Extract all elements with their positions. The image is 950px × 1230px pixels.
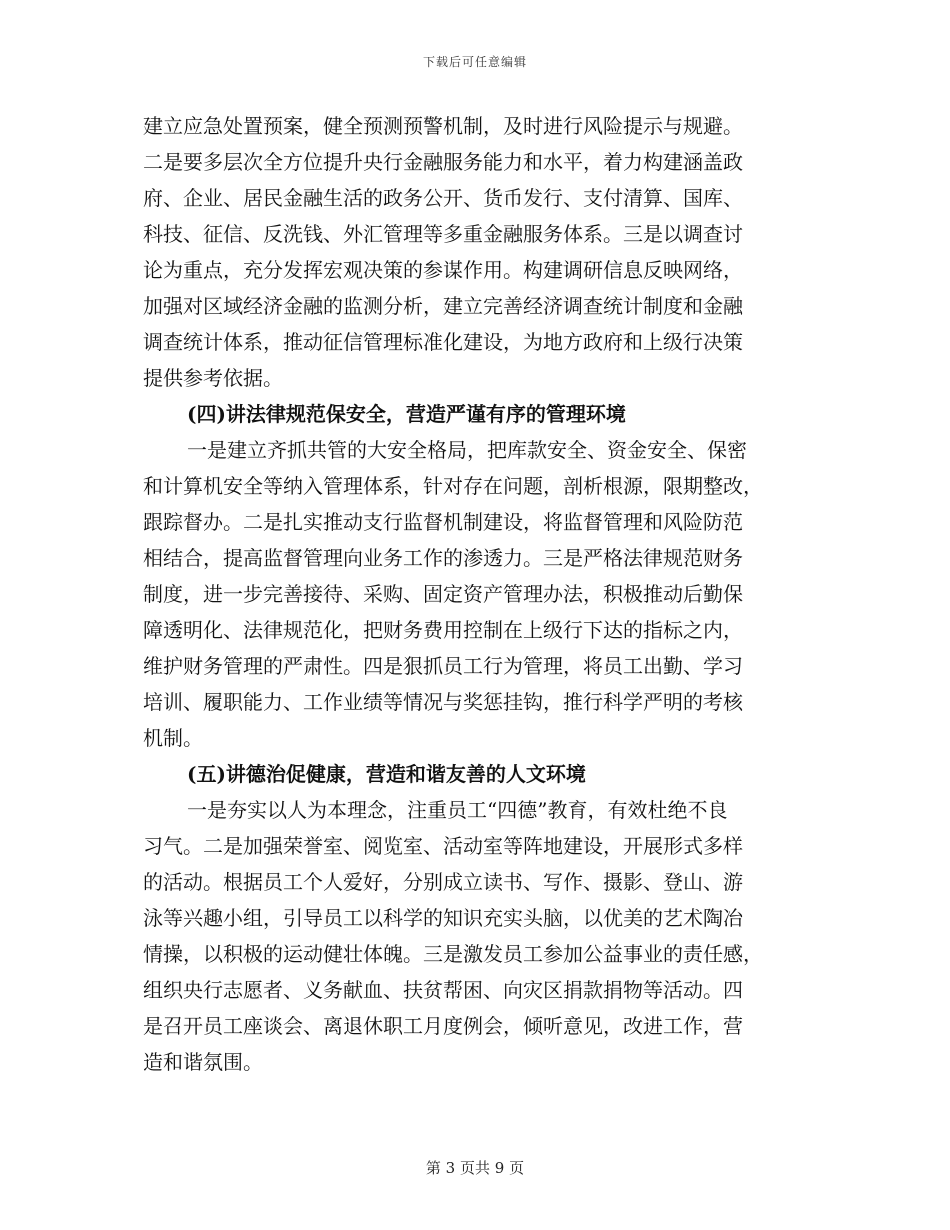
paragraph-line: 府、企业、居民金融生活的政务公开、货币发行、支付清算、国库、 — [143, 186, 743, 210]
paragraph-line: 造和谐氛围。 — [143, 1050, 263, 1074]
paragraph-line: 加强对区域经济金融的监测分析，建立完善经济调查统计制度和金融 — [143, 294, 743, 318]
paragraph-line: 建立应急处置预案，健全预测预警机制，及时进行风险提示与规避。 — [143, 114, 743, 138]
paragraph-line: 组织央行志愿者、义务献血、扶贫帮困、向灾区捐款捐物等活动。四 — [143, 978, 743, 1002]
paragraph-line: 泳等兴趣小组，引导员工以科学的知识充实头脑，以优美的艺术陶冶 — [143, 906, 743, 930]
page-number-footer: 第 3 页共 9 页 — [425, 1159, 525, 1177]
paragraph-line: 培训、履职能力、工作业绩等情况与奖惩挂钩，推行科学严明的考核 — [143, 690, 743, 714]
paragraph-line: 的活动。根据员工个人爱好，分别成立读书、写作、摄影、登山、游 — [143, 870, 743, 894]
paragraph-line: 障透明化、法律规范化，把财务费用控制在上级行下达的指标之内， — [143, 618, 743, 642]
page-header: 下载后可任意编辑 — [422, 55, 527, 69]
paragraph-line: 习气。二是加强荣誉室、阅览室、活动室等阵地建设，开展形式多样 — [143, 834, 743, 858]
document-body — [143, 108, 811, 1080]
paragraph-line: 提供参考依据。 — [143, 366, 283, 390]
paragraph-line: 维护财务管理的严肃性。四是狠抓员工行为管理，将员工出勤、学习 — [143, 654, 743, 678]
paragraph-line: 制度，进一步完善接待、采购、固定资产管理办法，积极推动后勤保 — [143, 582, 743, 606]
paragraph-line: 一是夯实以人为本理念，注重员工“四德”教育，有效杜绝不良 — [187, 798, 728, 822]
paragraph-line: 跟踪督办。二是扎实推动支行监督机制建设，将监督管理和风险防范 — [143, 510, 743, 534]
paragraph-line: 二是要多层次全方位提升央行金融服务能力和水平，着力构建涵盖政 — [143, 150, 743, 174]
paragraph-line: 调查统计体系，推动征信管理标准化建设，为地方政府和上级行决策 — [143, 330, 743, 354]
paragraph-line: 机制。 — [143, 726, 203, 750]
paragraph-line: 情操，以积极的运动健壮体魄。三是激发员工参加公益事业的责任感， — [143, 942, 763, 966]
paragraph-line: 是召开员工座谈会、离退休职工月度例会，倾听意见，改进工作，营 — [143, 1014, 743, 1038]
section-heading: (四)讲法律规范保安全，营造严谨有序的管理环境 — [187, 402, 626, 426]
paragraph-line: 和计算机安全等纳入管理体系，针对存在问题，剖析根源，限期整改， — [143, 474, 763, 498]
paragraph-line: 相结合，提高监督管理向业务工作的渗透力。三是严格法律规范财务 — [143, 546, 743, 570]
section-heading: (五)讲德治促健康，营造和谐友善的人文环境 — [187, 762, 586, 786]
paragraph-line: 一是建立齐抓共管的大安全格局，把库款安全、资金安全、保密 — [187, 438, 747, 462]
paragraph-line: 科技、征信、反洗钱、外汇管理等多重金融服务体系。三是以调查讨 — [143, 222, 743, 246]
paragraph-line: 论为重点，充分发挥宏观决策的参谋作用。构建调研信息反映网络， — [143, 258, 743, 282]
